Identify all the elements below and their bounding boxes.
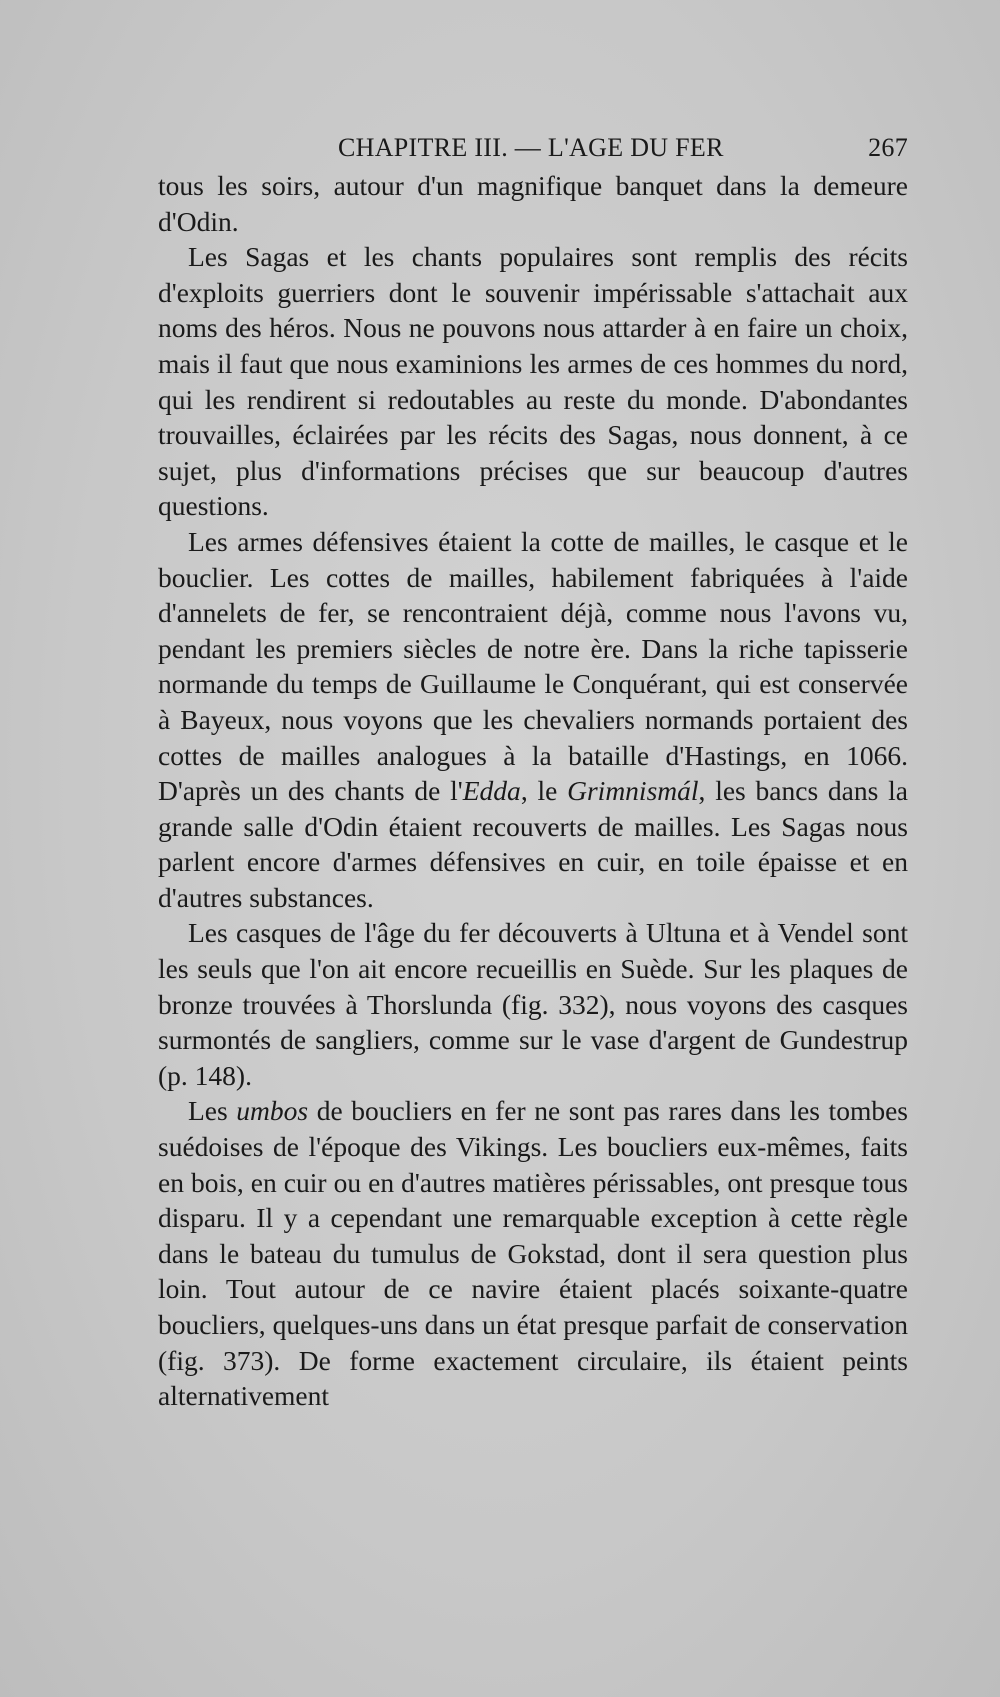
text-span: de boucliers en fer ne sont pas rares dans les tombes suédoises de l'époque des Vikings. Les boucliers eux-mêmes, faits en bois, en cuir ou en d'autres matières périssables, ont presque tous disparu. Il y a cependant une remarquable exception à cette règle dans le bateau du tumulus de Gokstad, dont il sera question plus loin. Tout autour de ce navire étaient placés soixante-quatre boucliers, quelques-uns dans un état presque parfait de conservation (fig. 373). De forme exactement circulaire, ils étaient peints alternativement [158,1095,908,1412]
text-span: Les armes défensives étaient la cotte de mailles, le casque et le bouclier. Les cottes de mailles, habilement fabriquées à l'aide d'annelets de fer, se rencontraient déjà, comme nous l'avons vu, pendant les premiers siècles de notre ère. Dans la riche tapisserie normande du temps de Guillaume le Conquérant, qui est conservée à Bayeux, nous voyons que les chevaliers normands portaient des cottes de mailles analogues à la bataille d'Hastings, en 1066. D'après un des chants de l' [158,525,908,807]
title-grimnismal: Grimnismál [567,775,699,807]
page-header [158,133,908,167]
paragraph-1: tous les soirs, autour d'un magnifique banquet dans la demeure d'Odin. [158,170,908,237]
text-span: , le [520,775,568,807]
body-text [158,168,908,1414]
page-number: 267 [868,133,908,162]
paragraph-3 [158,524,908,916]
running-head: CHAPITRE III. — L'AGE DU FER [338,133,724,162]
paragraph-5 [158,1093,908,1413]
paragraph-4: Les casques de l'âge du fer découverts à Ultuna et à Vendel sont les seuls que l'on ait encore recueillis en Suède. Sur les plaques de bronze trouvées à Thorslunda (fig. 332), nous voyons des casques surmontés de sangliers, comme sur le vase d'argent de Gundestrup (p. 148). [158,917,908,1091]
text-span: , les bancs dans la grande salle d'Odin étaient recouverts de mailles. Les Sagas nous parlent encore d'armes défensives en cuir, en toile épaisse et en d'autres substances. [158,775,908,913]
text-span: Les [188,1095,237,1127]
term-umbos: umbos [236,1095,309,1127]
title-edda: Edda [462,775,521,807]
paragraph-2: Les Sagas et les chants populaires sont remplis des récits d'exploits guerriers dont le souvenir impérissable s'attachait aux noms des héros. Nous ne pouvons nous attarder à en faire un choix, mais il faut que nous examinions les armes de ces hommes du nord, qui les rendirent si redoutables au reste du monde. D'abondantes trouvailles, éclairées par les récits des Sagas, nous donnent, à ce sujet, plus d'informations précises que sur beaucoup d'autres questions. [158,241,908,522]
